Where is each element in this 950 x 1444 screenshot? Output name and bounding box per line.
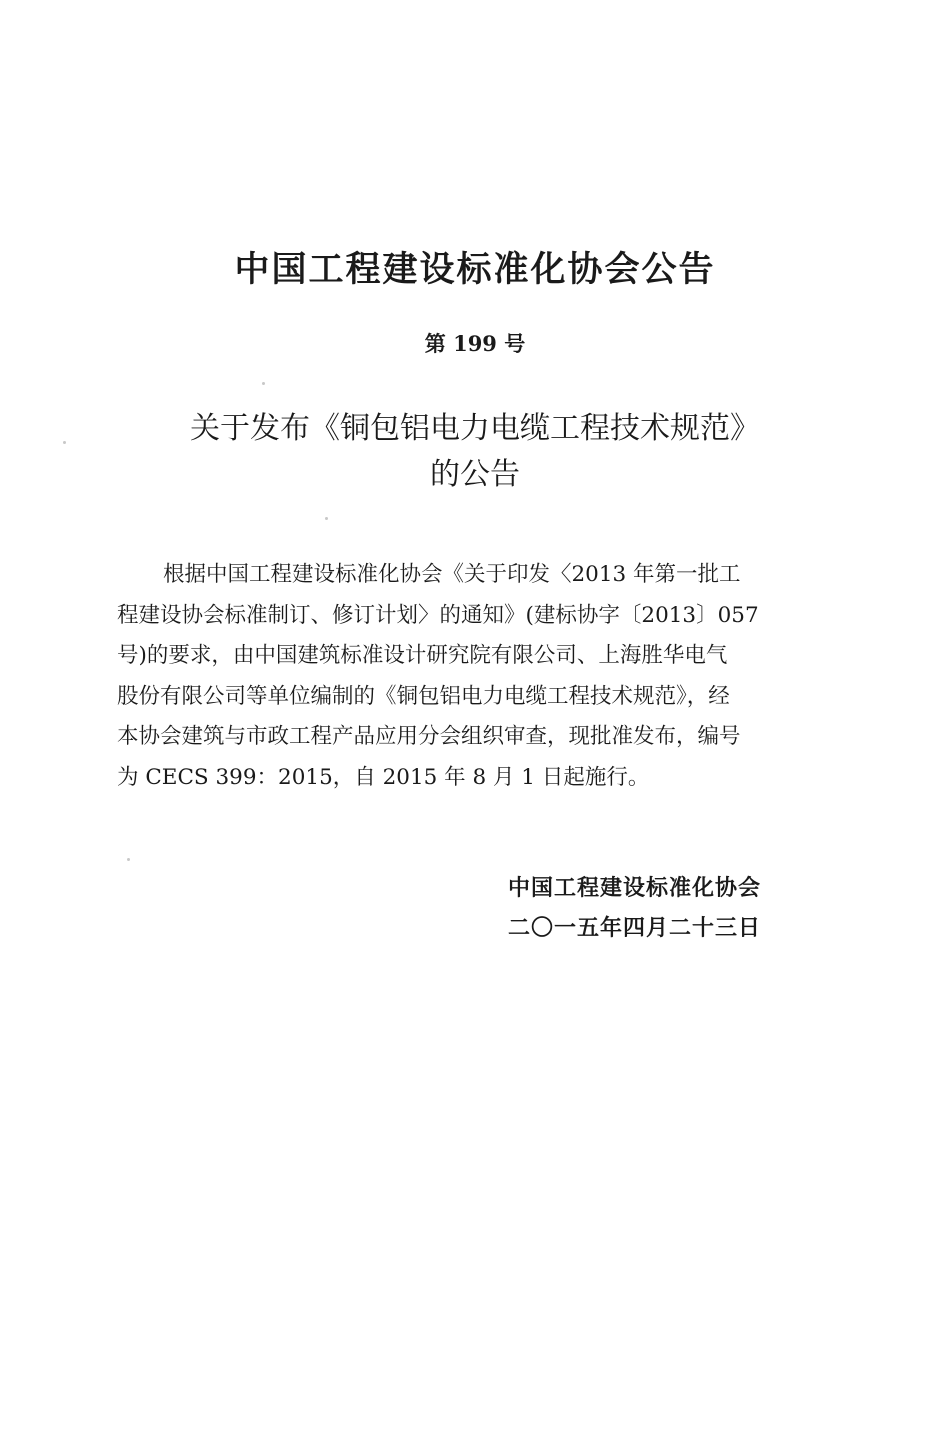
notice-body <box>117 555 845 798</box>
organization-title: 中国工程建设标准化协会公告 <box>234 250 716 290</box>
body-line: 为 CECS 399：2015，自 2015 年 8 月 1 日起施行。 <box>117 764 650 790</box>
signature-block <box>508 869 761 949</box>
notice-title-line-2: 的公告 <box>430 457 520 492</box>
signature-organization: 中国工程建设标准化协会 <box>508 876 762 901</box>
notice-title-line-1: 关于发布《铜包铝电力电缆工程技术规范》 <box>190 411 760 446</box>
issue-number: 第 199 号 <box>424 331 526 356</box>
scan-speck <box>63 441 66 444</box>
body-line: 程建设协会标准制订、修订计划〉的通知》(建标协字〔2013〕057 <box>117 602 759 628</box>
scan-speck <box>262 382 265 385</box>
scan-speck <box>325 517 328 520</box>
body-line: 本协会建筑与市政工程产品应用分会组织审查，现批准发布，编号 <box>117 724 741 749</box>
signature-date: 二〇一五年四月二十三日 <box>508 916 762 941</box>
scan-speck <box>127 858 130 861</box>
body-line: 股份有限公司等单位编制的《铜包铝电力电缆工程技术规范》，经 <box>117 683 730 709</box>
body-line: 号)的要求，由中国建筑标准设计研究院有限公司、上海胜华电气 <box>117 643 728 668</box>
body-line: 根据中国工程建设标准化协会《关于印发〈2013 年第一批工 <box>163 562 741 587</box>
notice-title <box>0 406 950 498</box>
